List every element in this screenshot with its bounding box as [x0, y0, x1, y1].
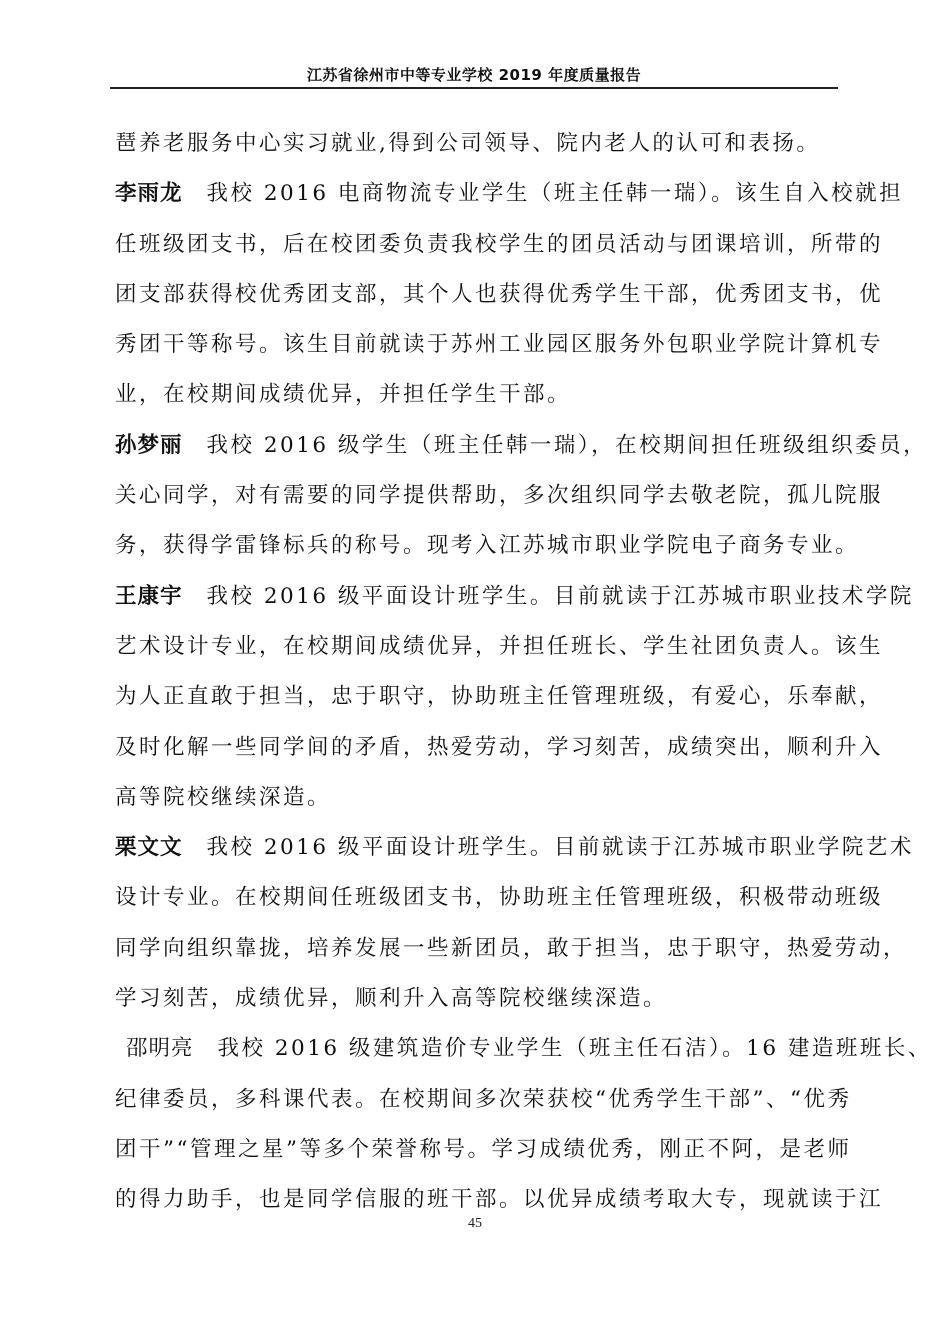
- text-line: 团干”“管理之星”等多个荣誉称号。学习成绩优秀，刚正不阿，是老师: [115, 1136, 852, 1162]
- student-name: 李雨龙: [115, 181, 183, 207]
- text-line: 艺术设计专业，在校期间成绩优异，并担任班长、学生社团负责人。该生: [115, 633, 884, 659]
- student-name: 栗文文: [115, 835, 183, 861]
- text-line: 我校 2016 级学生（班主任韩一瑞），在校期间担任班级组织委员，: [206, 432, 928, 458]
- text-line: 我校 2016 级平面设计班学生。目前就读于江苏城市职业技术学院: [206, 583, 914, 609]
- text-line: 我校 2016 电商物流专业学生（班主任韩一瑞）。该生自入校就担: [206, 181, 904, 207]
- text-line: 任班级团支书，后在校团委负责我校学生的团员活动与团课培训，所带的: [115, 231, 884, 257]
- student-name: 王康宇: [115, 583, 183, 609]
- student-name: 邵明亮: [126, 1036, 194, 1062]
- paragraph-first-line: [115, 179, 904, 229]
- text-line: 学习刻苦，成绩优异，顺利升入高等院校继续深造。: [115, 986, 668, 1012]
- paragraph-first-line: [115, 1034, 932, 1084]
- paragraph-first-line: [115, 582, 914, 632]
- text-line: 业，在校期间成绩优异，并担任学生干部。: [115, 382, 572, 408]
- paragraph-first-line: [115, 833, 914, 883]
- page-number: 45: [468, 1216, 482, 1231]
- paragraph-first-line: [115, 431, 928, 481]
- text-line: 秀团干等称号。该生目前就读于苏州工业园区服务外包职业学院计算机专: [115, 332, 884, 358]
- running-header-title: 江苏省徐州市中等专业学校 2019 年度质量报告: [306, 66, 642, 84]
- text-line: 团支部获得校优秀团支部，其个人也获得优秀学生干部，优秀团支书，优: [115, 281, 884, 307]
- text-line: 设计专业。在校期间任班级团支书，协助班主任管理班级，积极带动班级: [115, 885, 884, 911]
- text-line: 我校 2016 级建筑造价专业学生（班主任石洁）。16 建造班班长、: [217, 1036, 932, 1062]
- text-line: 我校 2016 级平面设计班学生。目前就读于江苏城市职业学院艺术: [206, 835, 914, 861]
- text-line: 的得力助手，也是同学信服的班干部。以优异成绩考取大专，现就读于江: [115, 1187, 884, 1213]
- student-name: 孙梦丽: [115, 432, 183, 458]
- document-body: [115, 129, 932, 1236]
- text-line: 琶养老服务中心实习就业,得到公司领导、院内老人的认可和表扬。: [115, 131, 821, 156]
- text-line: 为人正直敢于担当，忠于职守，协助班主任管理班级，有爱心，乐奉献，: [115, 684, 884, 710]
- header-rule: [110, 87, 838, 89]
- text-line: 纪律委员，多科课代表。在校期间多次荣获校“优秀学生干部”、“优秀: [115, 1086, 852, 1112]
- text-line: 同学向组织靠拢，培养发展一些新团员，敢于担当，忠于职守，热爱劳动，: [115, 935, 908, 961]
- text-line: 高等院校继续深造。: [115, 784, 332, 810]
- text-line: 及时化解一些同学间的矛盾，热爱劳动，学习刻苦，成绩突出，顺利升入: [115, 734, 884, 760]
- text-line: 务，获得学雷锋标兵的称号。现考入江苏城市职业学院电子商务专业。: [115, 533, 860, 559]
- text-line: 关心同学，对有需要的同学提供帮助，多次组织同学去敬老院，孤儿院服: [115, 483, 884, 509]
